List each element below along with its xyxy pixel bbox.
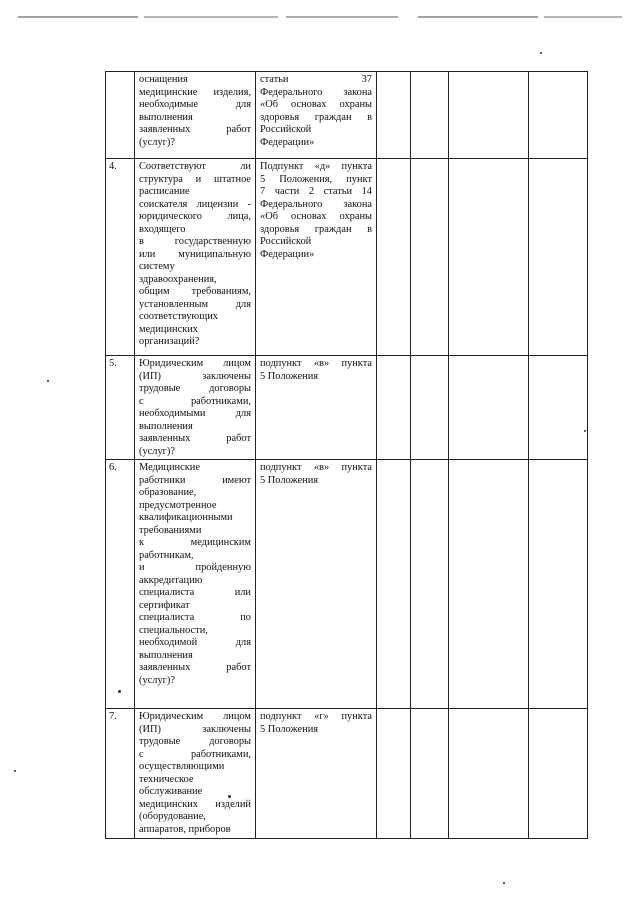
question-line: заявленных работ <box>139 662 251 673</box>
empty-answer-cell <box>449 356 529 460</box>
row-number: 7. <box>106 709 135 839</box>
question-line: в государственную <box>139 236 251 247</box>
question-line: заявленных работ <box>139 124 251 135</box>
question-line: (услуг)? <box>139 674 175 686</box>
empty-answer-cell <box>411 72 449 159</box>
row-number: 5. <box>106 356 135 460</box>
question-line: выполнения <box>139 111 193 123</box>
reference-line: подпункт «в» пункта <box>260 358 372 369</box>
question-line: выполнения <box>139 420 193 432</box>
question-line: выполнения <box>139 649 193 661</box>
scan-speck <box>540 52 542 54</box>
empty-answer-cell <box>449 159 529 356</box>
reference-line: здоровья граждан в <box>260 111 372 123</box>
question-line: (ИП) заключены <box>139 723 251 735</box>
requirement-question <box>135 460 256 709</box>
table-row <box>106 72 588 159</box>
reference-line: подпункт «в» пункта <box>260 462 372 473</box>
legal-reference <box>256 159 377 356</box>
question-line: структура и штатное <box>139 173 251 185</box>
question-line: оснащения <box>139 74 188 85</box>
question-line: техническое <box>139 773 194 785</box>
requirement-question <box>135 709 256 839</box>
empty-answer-cell <box>411 159 449 356</box>
question-line: предусмотренное <box>139 499 217 511</box>
requirement-question <box>135 356 256 460</box>
row-number: 4. <box>106 159 135 356</box>
reference-line: Федерации» <box>260 248 315 260</box>
question-line: обслуживание <box>139 786 203 797</box>
question-line: Медицинские <box>139 462 200 473</box>
question-line: аппаратов, приборов <box>139 823 231 835</box>
checklist-table <box>105 71 588 839</box>
question-line: соискателя лицензии - <box>139 198 251 210</box>
scan-speck <box>503 882 505 884</box>
question-line: трудовые договоры <box>139 383 251 394</box>
table-row <box>106 159 588 356</box>
empty-answer-cell <box>377 709 411 839</box>
question-line: работники имеют <box>139 474 251 486</box>
empty-answer-cell <box>377 72 411 159</box>
question-line: необходимыми для <box>139 408 251 419</box>
question-line: заявленных работ <box>139 433 251 444</box>
question-line: организаций? <box>139 336 200 347</box>
empty-answer-cell <box>411 356 449 460</box>
question-line: работникам, <box>139 549 194 561</box>
reference-line: «Об основах охраны <box>260 99 372 110</box>
question-line: Юридическим лицом <box>139 358 251 369</box>
empty-answer-cell <box>377 460 411 709</box>
question-line: необходимой для <box>139 637 251 648</box>
reference-line: Федерального закона <box>260 86 372 98</box>
table-row <box>106 356 588 460</box>
table-row <box>106 460 588 709</box>
question-line: с работниками, <box>139 748 251 760</box>
question-line: необходимые для <box>139 99 251 110</box>
question-line: сертификат <box>139 599 190 611</box>
question-line: аккредитацию <box>139 574 203 586</box>
reference-line: 5 Положения <box>260 474 319 486</box>
row-number <box>106 72 135 159</box>
empty-answer-cell <box>449 460 529 709</box>
reference-line: подпункт «г» пункта <box>260 711 372 722</box>
question-line: систему <box>139 261 175 272</box>
question-line: осуществляющими <box>139 761 225 772</box>
question-line: здравоохранения, <box>139 273 217 285</box>
question-line: медицинские изделия, <box>139 86 251 98</box>
reference-line: Российской <box>260 124 312 135</box>
question-line: к медицинским <box>139 537 251 548</box>
question-line: образование, <box>139 487 197 498</box>
question-line: расписание <box>139 186 190 197</box>
table-row <box>106 709 588 839</box>
empty-answer-cell <box>529 460 588 709</box>
reference-line: здоровья граждан в <box>260 223 372 235</box>
legal-reference <box>256 72 377 159</box>
empty-answer-cell <box>529 159 588 356</box>
empty-answer-cell <box>529 72 588 159</box>
question-line: с работниками, <box>139 395 251 407</box>
reference-line: Российской <box>260 236 312 247</box>
scan-edge-artifact <box>18 16 622 18</box>
question-line: (ИП) заключены <box>139 370 251 382</box>
question-line: входящего <box>139 223 186 235</box>
reference-line: 5 Положения, пункт <box>260 173 372 185</box>
requirement-question <box>135 72 256 159</box>
question-line: или муниципальную <box>139 248 251 260</box>
question-line: требованиями <box>139 524 202 536</box>
question-line: (оборудование, <box>139 811 206 822</box>
reference-line: «Об основах охраны <box>260 211 372 222</box>
question-line: специалиста по <box>139 612 251 623</box>
empty-answer-cell <box>449 709 529 839</box>
question-line: (услуг)? <box>139 136 175 148</box>
reference-line: Федерального закона <box>260 198 372 210</box>
row-number: 6. <box>106 460 135 709</box>
reference-line: статьи 37 <box>260 74 372 85</box>
question-line: квалификационными <box>139 512 233 523</box>
scan-speck <box>14 770 16 772</box>
question-line: Юридическим лицом <box>139 711 251 722</box>
empty-answer-cell <box>529 709 588 839</box>
question-line: общим требованиям, <box>139 286 251 297</box>
question-line: Соответствуют ли <box>139 161 251 172</box>
scan-speck <box>47 380 49 382</box>
question-line: (услуг)? <box>139 445 175 457</box>
empty-answer-cell <box>449 72 529 159</box>
question-line: медицинских изделий <box>139 798 251 810</box>
question-line: специальности, <box>139 624 208 636</box>
empty-answer-cell <box>411 709 449 839</box>
legal-reference <box>256 709 377 839</box>
empty-answer-cell <box>377 356 411 460</box>
reference-line: 7 части 2 статьи 14 <box>260 186 372 197</box>
reference-line: Подпункт «д» пункта <box>260 161 372 172</box>
reference-line: Федерации» <box>260 136 315 148</box>
question-line: и пройденную <box>139 562 251 573</box>
empty-answer-cell <box>377 159 411 356</box>
empty-answer-cell <box>529 356 588 460</box>
question-line: трудовые договоры <box>139 736 251 747</box>
question-line: специалиста или <box>139 587 251 598</box>
legal-reference <box>256 460 377 709</box>
empty-answer-cell <box>411 460 449 709</box>
reference-line: 5 Положения <box>260 723 319 735</box>
question-line: установленным для <box>139 298 251 310</box>
question-line: соответствующих <box>139 311 218 322</box>
reference-line: 5 Положения <box>260 370 319 382</box>
question-line: юридического лица, <box>139 211 251 222</box>
question-line: медицинских <box>139 323 198 335</box>
requirement-question <box>135 159 256 356</box>
legal-reference <box>256 356 377 460</box>
